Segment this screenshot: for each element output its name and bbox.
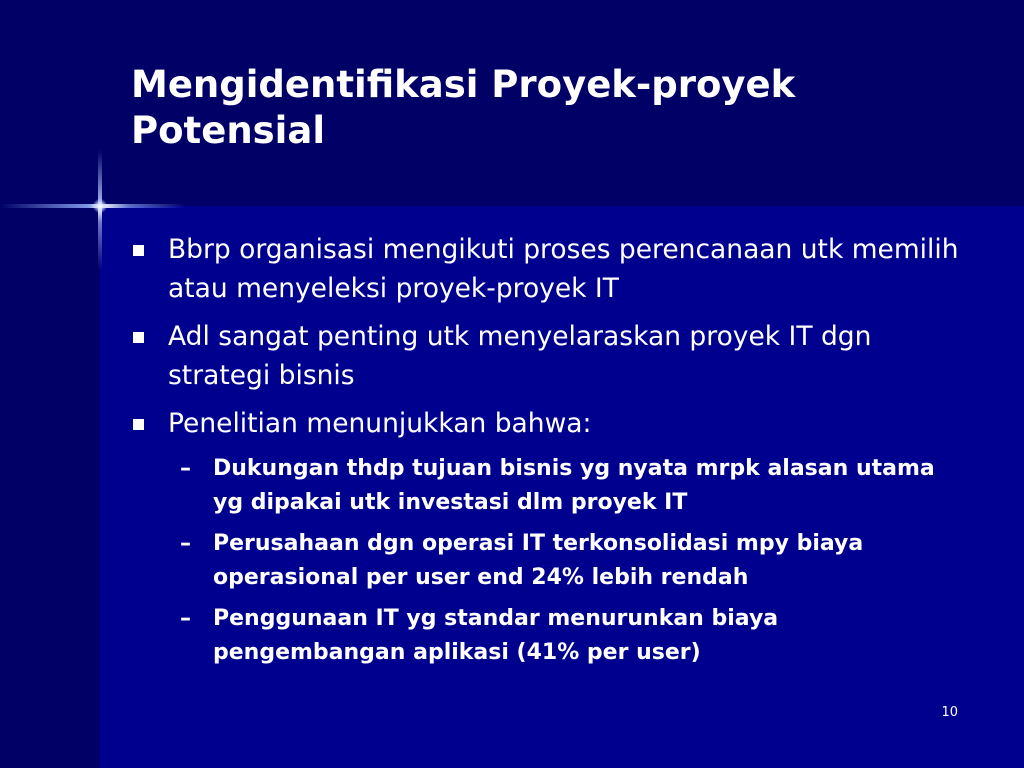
- bullet-item: [131, 404, 961, 443]
- square-bullet-icon: [133, 332, 144, 343]
- sub-bullet-item: [131, 527, 961, 595]
- bullet-list: [131, 230, 961, 677]
- page-number: 10: [941, 705, 958, 720]
- slide-title: [131, 62, 951, 154]
- dash-bullet-icon: –: [180, 606, 191, 631]
- bullet-text: Adl sangat penting utk menyelaraskan proyek IT dgn strategi bisnis: [168, 321, 872, 391]
- sub-bullet-text: Penggunaan IT yg standar menurunkan biaya pengembangan aplikasi (41% per user): [213, 606, 779, 665]
- sub-bullet-item: [131, 602, 961, 670]
- square-bullet-icon: [133, 419, 144, 430]
- bullet-item: [131, 317, 961, 395]
- sub-bullet-item: [131, 452, 961, 520]
- dash-bullet-icon: –: [180, 456, 191, 481]
- slide-title-line-1: Mengidentifikasi Proyek-proyek: [131, 63, 796, 106]
- sub-bullet-text: Perusahaan dgn operasi IT terkonsolidasi mpy biaya operasional per user end 24% lebih rendah: [213, 531, 864, 590]
- dash-bullet-icon: –: [180, 531, 191, 556]
- square-bullet-icon: [133, 245, 144, 256]
- bullet-text: Bbrp organisasi mengikuti proses perencanaan utk memilih atau menyeleksi proyek-proyek IT: [168, 234, 959, 304]
- sparkle-core: [93, 199, 107, 213]
- left-band: [0, 206, 100, 768]
- bullet-item: [131, 230, 961, 308]
- slide-title-line-2: Potensial: [131, 109, 326, 152]
- bullet-text: Penelitian menunjukkan bahwa:: [168, 408, 592, 439]
- sub-bullet-text: Dukungan thdp tujuan bisnis yg nyata mrpk alasan utama yg dipakai utk investasi dlm proyek IT: [213, 456, 935, 515]
